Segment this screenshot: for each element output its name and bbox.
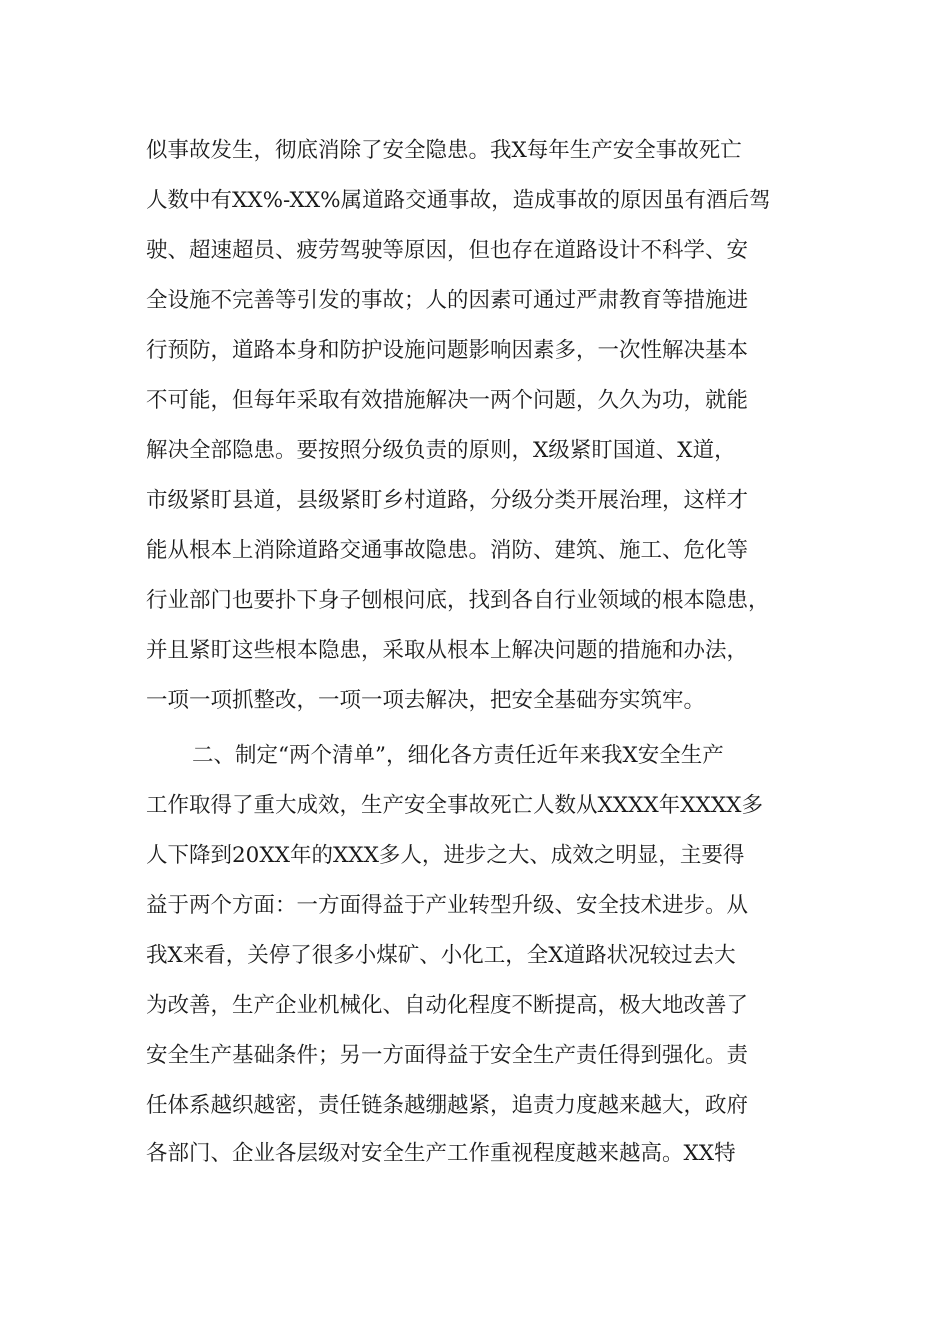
text-line: 安全生产基础条件；另一方面得益于安全生产责任得到强化。责	[146, 1043, 749, 1068]
text-line: 益于两个方面：一方面得益于产业转型升级、安全技术进步。从	[146, 893, 749, 918]
text-line: 工作取得了重大成效，生产安全事故死亡人数从XXXX年XXXX多	[146, 793, 763, 818]
text-line: 并且紧盯这些根本隐患，采取从根本上解决问题的措施和办法，	[146, 638, 749, 663]
text-line: 不可能，但每年采取有效措施解决一两个问题，久久为功，就能	[146, 388, 749, 413]
text-line: 解决全部隐患。要按照分级负责的原则，X级紧盯国道、X道，	[146, 438, 736, 463]
text-line: 为改善，生产企业机械化、自动化程度不断提高，极大地改善了	[146, 993, 749, 1018]
text-line: 我X来看，关停了很多小煤矿、小化工，全X道路状况较过去大	[146, 943, 736, 968]
text-line: 行预防，道路本身和防护设施问题影响因素多，一次性解决基本	[146, 338, 749, 363]
text-line: 似事故发生，彻底消除了安全隐患。我X每年生产安全事故死亡	[146, 138, 742, 163]
text-line: 一项一项抓整改，一项一项去解决，把安全基础夯实筑牢。	[146, 688, 706, 713]
text-line: 人数中有XX%-XX%属道路交通事故，造成事故的原因虽有酒后驾	[146, 188, 771, 213]
text-line: 人下降到20XX年的XXX多人，进步之大、成效之明显，主要得	[146, 843, 745, 868]
text-line: 能从根本上消除道路交通事故隐患。消防、建筑、施工、危化等	[146, 538, 749, 563]
text-line: 各部门、企业各层级对安全生产工作重视程度越来越高。XX特	[146, 1141, 736, 1166]
text-line: 市级紧盯县道，县级紧盯乡村道路，分级分类开展治理，这样才	[146, 488, 749, 513]
text-line: 行业部门也要扑下身子刨根问底，找到各自行业领域的根本隐患，	[146, 588, 770, 613]
paragraph-first-line: 二、制定“两个清单”，细化各方责任近年来我X安全生产	[192, 743, 724, 768]
text-line: 驶、超速超员、疲劳驾驶等原因，但也存在道路设计不科学、安	[146, 238, 749, 263]
text-line: 全设施不完善等引发的事故；人的因素可通过严肃教育等措施进	[146, 288, 749, 313]
text-line: 任体系越织越密，责任链条越绷越紧，追责力度越来越大，政府	[146, 1093, 749, 1118]
